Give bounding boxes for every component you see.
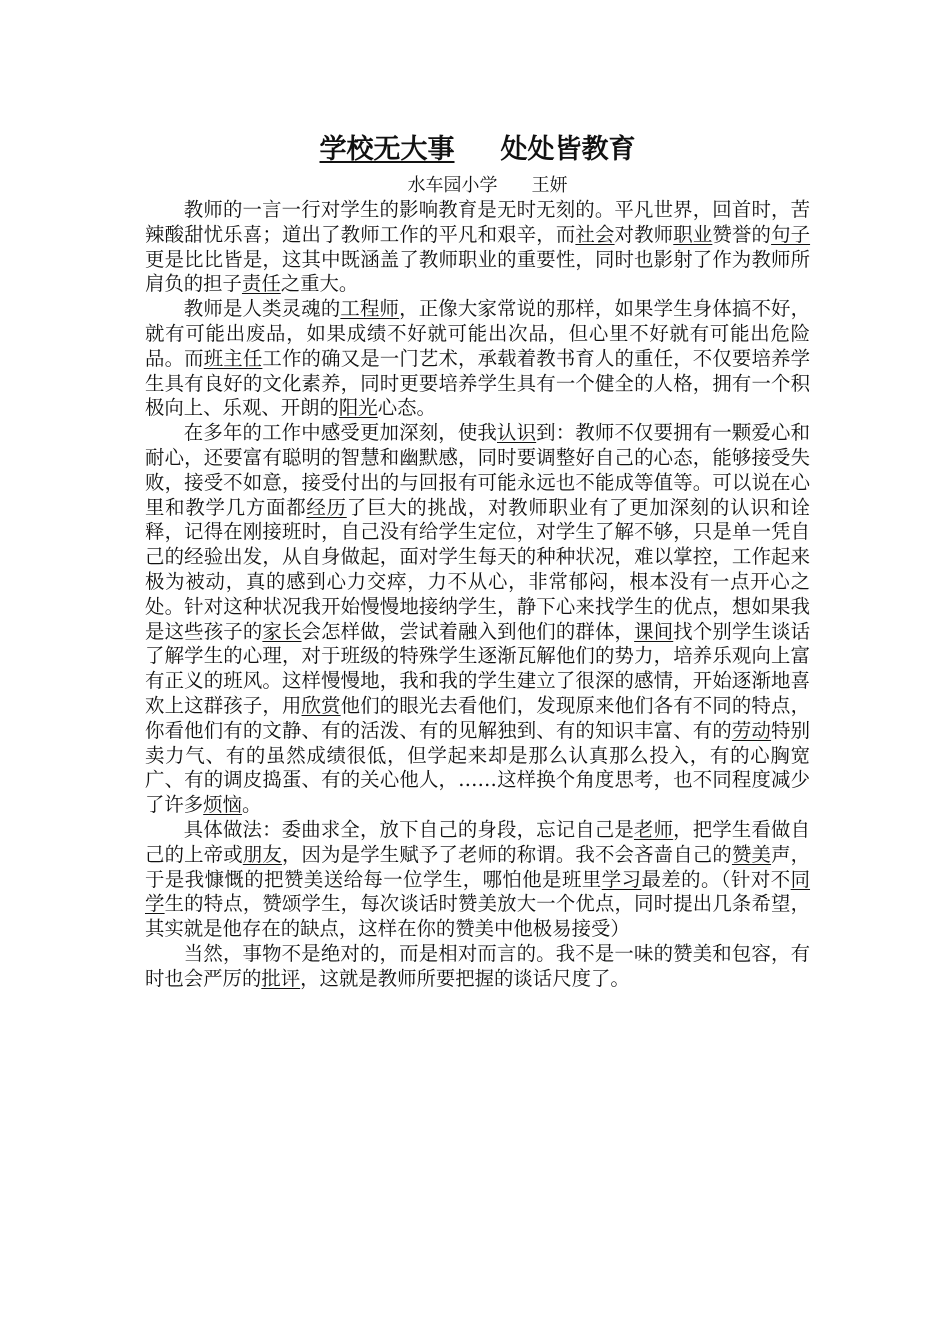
paragraph-text: 赞誉的	[712, 222, 772, 246]
underlined-term: 职业	[673, 222, 713, 246]
paragraph-text: 心态。	[377, 396, 436, 420]
underlined-term: 经历	[306, 495, 347, 519]
author-name: 王妍	[531, 175, 568, 196]
paragraph-text: 当然，事物不是绝对的，而是相对而言的。我不是一味的赞美和包容，有时也会严厉的	[145, 941, 810, 990]
underlined-term: 朋友	[242, 842, 282, 866]
paragraph-text: 在多年的工作中感受更加深刻，使我	[183, 421, 497, 445]
underlined-term: 句子	[771, 222, 811, 246]
underlined-term: 阳光	[338, 396, 378, 420]
underlined-term: 社会	[575, 222, 615, 246]
paragraph-text: ，这就是教师所要把握的谈话尺度了。	[300, 966, 630, 990]
paragraph	[145, 942, 810, 992]
paragraph-text: 最差的。（针对不	[641, 867, 791, 891]
underlined-term: 老师	[634, 817, 674, 841]
paragraph-text: 生的特点，赞颂学生，每次谈话时赞美放大一个优点，同时提出几条希望，其实就是他存在的缺点，这样在你的赞美中他极易接受）	[145, 892, 811, 941]
underlined-term: 工程师	[340, 297, 400, 321]
underlined-term: 家长	[262, 619, 302, 643]
paragraph-text: 工作的确又是一门艺术，承载着教书育人的重任，不仅要培养学生具有良好的文化素养，同时更要培养学生具有一个健全的人格，拥有一个积极向上、乐观、开朗的	[145, 346, 811, 420]
paragraph-text: ，把学生看做自己的上帝或	[145, 817, 811, 866]
paragraph-text: 了巨大的挑战，对教师职业有了更加深刻的认识和诠释，记得在刚接班时，自己没有给学生定位，对学生了解不够，只是单一凭自己的经验出发，从自身做起，面对学生每天的种种状况，难以掌控，工作起来极为被动，真的感到心力交瘁，力不从心，非常郁闷，根本没有一点开心之处。针对这种状况我开始慢慢地接纳学生，静下心来找学生的优点，想如果我是这些孩子的	[145, 495, 811, 643]
paragraph-text: 更是比比皆是，这其中既涵盖了教师职业的重要性，同时也影射了作为教师所肩负的担子	[145, 247, 810, 296]
paragraph-text: 特别卖力气、有的虽然成绩很低，但学起来却是那么认真那么投入，有的心胸宽广、有的调皮捣蛋、有的关心他人，……这样换个角度思考，也不同程度减少了许多	[145, 718, 811, 817]
underlined-term: 赞美	[731, 842, 772, 866]
document-title	[145, 130, 810, 170]
underlined-term: 班主任	[203, 346, 263, 370]
underlined-term: 烦恼	[203, 793, 242, 817]
school-name: 水车园小学	[407, 175, 498, 196]
paragraph-text: 会怎样做，尝试着融入到他们的群体，	[301, 619, 635, 643]
underlined-term: 欣赏	[301, 693, 341, 717]
paragraph	[145, 818, 810, 942]
paragraph-text: 声，于是我慷慨的把赞美送给每一位学生，哪怕他是班里	[145, 842, 811, 891]
paragraph-text: ，正像大家常说的那样，如果学生身体搞不好，就有可能出废品，如果成绩不好就可能出次品，但心里不好就有可能出危险品。而	[145, 297, 811, 370]
paragraph-text: 他们的眼光去看他们，发现原来他们各有不同的特点，你看他们有的文静、有的活泼、有的见解独到、有的知识丰富、有的	[145, 693, 811, 742]
title-part-2: 处处皆教育	[500, 134, 636, 165]
paragraph-text: 教师是人类灵魂的	[183, 297, 341, 321]
paragraph-text: 对教师	[614, 222, 674, 246]
article-body	[145, 198, 810, 992]
paragraph-text: 具体做法：委曲求全，放下自己的身段，忘记自己是	[183, 817, 635, 841]
paragraph	[145, 421, 810, 818]
underlined-term: 课间	[634, 619, 674, 643]
paragraph	[145, 297, 810, 421]
underlined-term: 批评	[261, 966, 301, 990]
document-page	[145, 130, 810, 992]
underlined-term: 同学	[145, 867, 811, 916]
paragraph-text: 之重大。	[280, 272, 359, 296]
paragraph-text: 。	[241, 793, 262, 817]
byline	[145, 174, 810, 198]
underlined-term: 劳动	[731, 718, 772, 742]
paragraph-text: 教师的一言一行对学生的影响教育是无时无刻的。平凡世界，回首时，苦辣酸甜忧乐喜；道出了教师工作的平凡和艰辛，而	[145, 198, 810, 246]
paragraph-text: 找个别学生谈话了解学生的心理，对于班级的特殊学生逐渐瓦解他们的势力，培养乐观向上富有正义的班风。这样慢慢地，我和我的学生建立了很深的感情，开始逐渐地喜欢上这群孩子，用	[145, 619, 811, 717]
paragraph-text: 到：教师不仅要拥有一颗爱心和耐心，还要富有聪明的智慧和幽默感，同时要调整好自己的心态，能够接受失败，接受不如意，接受付出的与回报有可能永远也不能成等值等。可以说在心里和教学几方面都	[145, 421, 811, 519]
underlined-term: 责任	[241, 272, 281, 296]
paragraph	[145, 198, 810, 297]
title-part-1: 学校无大事	[319, 134, 455, 165]
underlined-term: 学习	[601, 867, 642, 891]
underlined-term: 认识	[497, 421, 537, 445]
paragraph-text: ，因为是学生赋予了老师的称谓。我不会吝啬自己的	[281, 842, 732, 866]
